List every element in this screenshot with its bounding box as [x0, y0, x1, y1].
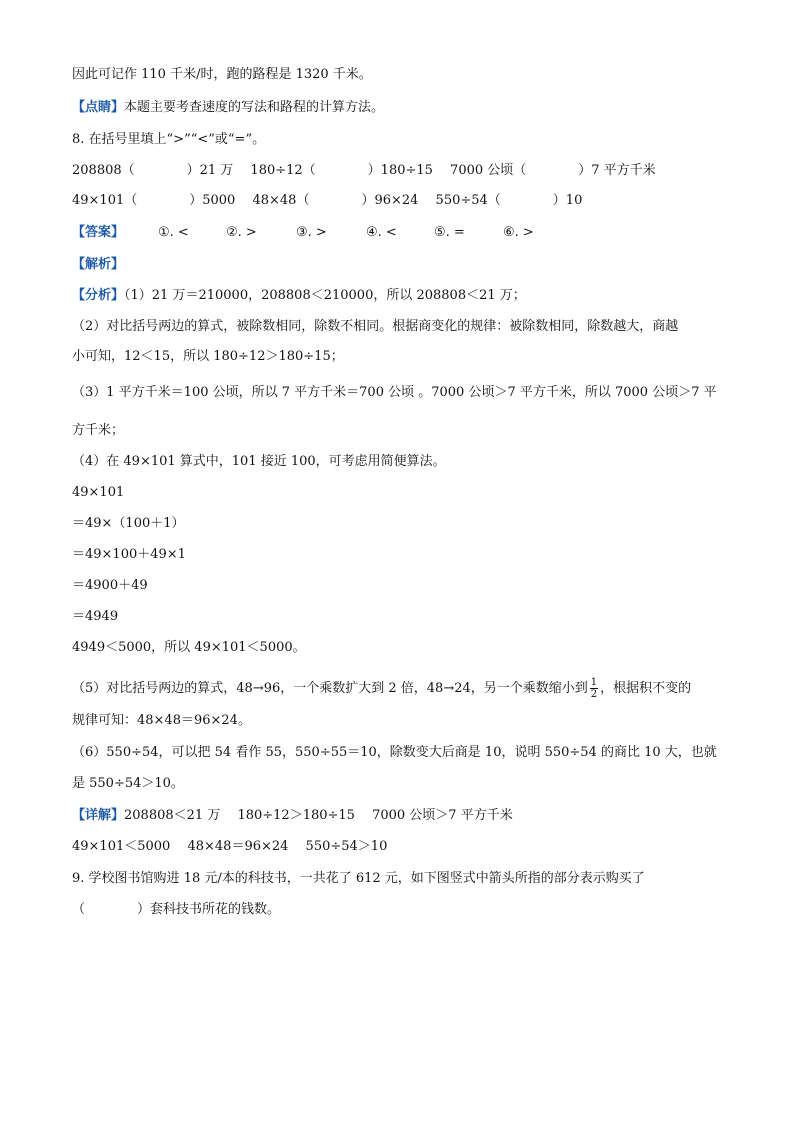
dianjing-text: 本题主要考查速度的写法和路程的计算方法。 [124, 100, 385, 115]
xiangjie-1: 208808＜21 万 180÷12＞180÷15 7000 公顷＞7 平方千米 [124, 808, 513, 823]
calc-step-5: ＝4949 [72, 609, 119, 624]
text-line-1: 因此可记作 110 千米/时，跑的路程是 1320 千米。 [72, 67, 372, 82]
fenxi-1: （1）21 万＝210000，208808＜210000，所以 208808＜21 万； [124, 288, 526, 303]
fraction-one-half [590, 677, 598, 700]
question-9-line-1: 9. 学校图书馆购进 18 元/本的科技书，一共花了 612 元，如下图竖式中箭头所指的部分表示购买了 [72, 871, 645, 886]
answer-4: ④. < [366, 225, 397, 240]
question-8-title: 8. 在括号里填上“>”“<”或“=”。 [72, 132, 266, 147]
fenxi-line-1 [72, 287, 526, 305]
xiangjie-tag: 【详解】 [72, 808, 125, 823]
dianjing-line [72, 99, 384, 117]
calc-step-6: 4949＜5000，所以 49×101＜5000。 [72, 640, 306, 655]
answer-3: ③. > [296, 225, 327, 240]
fenxi-3b: 方千米； [72, 423, 125, 438]
question-9-line-2: （ ）套科技书所花的钱数。 [72, 902, 281, 917]
question-8-row-1: 208808（ ）21 万 180÷12（ ）180÷15 7000 公顷（ ）7 平方千米 [72, 163, 656, 178]
answer-2: ②. > [226, 225, 257, 240]
calc-step-2: ＝49×（100＋1） [72, 516, 185, 531]
fenxi-tag: 【分析】 [72, 288, 125, 303]
fenxi-4: （4）在 49×101 算式中，101 接近 100，可考虑用简便算法。 [72, 454, 446, 469]
dianjing-tag: 【点睛】 [72, 100, 125, 115]
calc-step-3: ＝49×100＋49×1 [72, 547, 186, 562]
answer-5: ⑤. = [434, 225, 465, 240]
answer-6: ⑥. > [503, 225, 534, 240]
fenxi-3a: （3）1 平方千米＝100 公顷，所以 7 平方千米＝700 公顷 。7000 公顷＞7 平方千米，所以 7000 公顷＞7 平 [72, 385, 717, 400]
xiangjie-line-1 [72, 807, 513, 825]
fenxi-6a: （6）550÷54，可以把 54 看作 55，550÷55＝10，除数变大后商是 10，说明 550÷54 的商比 10 大，也就 [72, 745, 717, 760]
answer-tag: 【答案】 [72, 225, 125, 240]
jiexi-tag: 【解析】 [72, 257, 125, 272]
calc-step-1: 49×101 [72, 485, 125, 500]
fenxi-5a-pre: （5）对比括号两边的算式，48→96，一个乘数扩大到 2 倍，48→24，另一个乘数缩小到 [72, 681, 588, 696]
fenxi-5a-post: ，根据积不变的 [600, 681, 692, 696]
fenxi-5b: 规律可知：48×48＝96×24。 [72, 713, 251, 728]
answer-1: ①. < [158, 225, 189, 240]
fraction-numerator: 1 [590, 677, 598, 688]
fenxi-2a: （2）对比括号两边的算式，被除数相同，除数不相同。根据商变化的规律：被除数相同，除数越大，商越 [72, 319, 679, 334]
question-8-row-2: 49×101（ ）5000 48×48（ ）96×24 550÷54（ ）10 [72, 193, 583, 208]
fenxi-5a [72, 677, 691, 700]
fraction-denominator: 2 [590, 689, 598, 700]
fenxi-6b: 是 550÷54＞10。 [72, 776, 184, 791]
calc-step-4: ＝4900＋49 [72, 578, 148, 593]
fenxi-2b: 小可知，12＜15，所以 180÷12＞180÷15； [72, 349, 344, 364]
xiangjie-2: 49×101＜5000 48×48＝96×24 550÷54＞10 [72, 839, 388, 854]
